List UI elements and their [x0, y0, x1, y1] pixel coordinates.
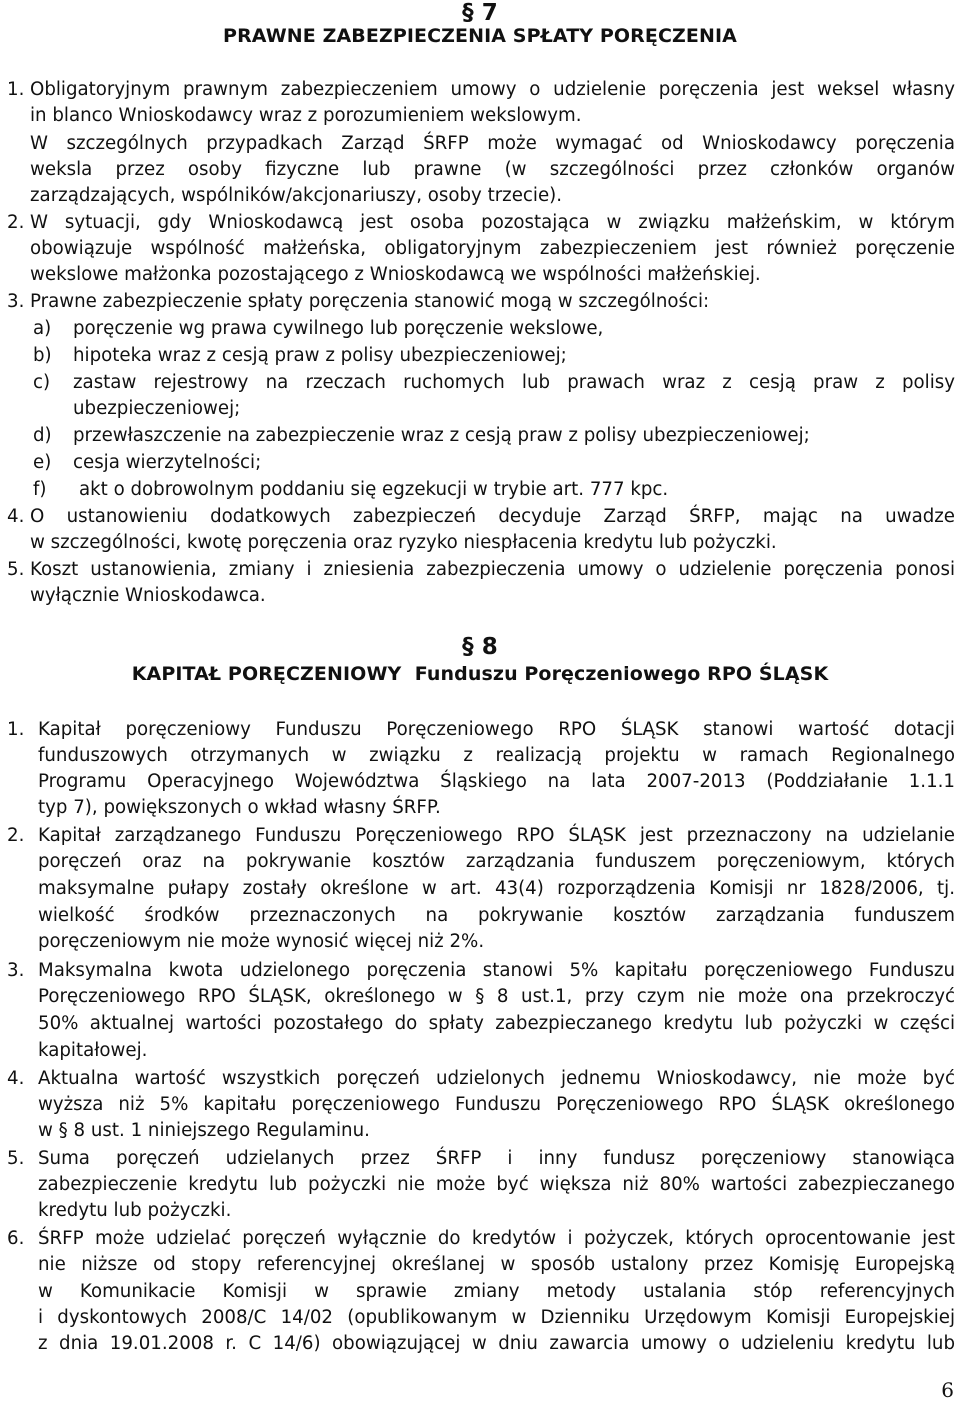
s8-item-number: 5. [7, 1148, 25, 1169]
s7-p3-item-text: przewłaszczenie na zabezpieczenie wraz z cesją praw z polisy ubezpieczeniowej; [73, 425, 810, 446]
s8-item-line: poręczeniowym nie może wynosić więcej niż 2%. [38, 931, 485, 952]
s7-p3-intro: Prawne zabezpieczenie spłaty poręczenia stanowić mogą w szczególności: [30, 291, 710, 312]
s7-p3-number: 3. [7, 291, 25, 312]
s7-p3-item-text: hipoteka wraz z cesją praw z polisy ubezpieczeniowej; [73, 345, 567, 366]
s7-p4-line: O ustanowieniu dodatkowych zabezpieczeń decyduje Zarząd ŚRFP, mając na uwadze [30, 506, 955, 527]
section-8-title: KAPITAŁ PORĘCZENIOWY Funduszu Poręczeniowego RPO ŚLĄSK [131, 663, 829, 685]
s8-item-line: funduszowych otrzymanych w związku z realizacją projektu w ramach Regionalnego [38, 745, 955, 766]
s7-p1-line: Obligatoryjnym prawnym zabezpieczeniem umowy o udzielenie poręczenia jest weksel własny [30, 79, 955, 100]
s8-item-line: Aktualna wartość wszystkich poręczeń udzielonych jednemu Wnioskodawcy, nie może być [38, 1068, 955, 1089]
s7-p2-line: wekslowe małżonka pozostającego z Wnioskodawcą we wspólności małżeńskiej. [30, 264, 761, 285]
s8-item-number: 4. [7, 1068, 25, 1089]
s8-item-number: 1. [7, 719, 25, 740]
s7-p3-item-text-cont: ubezpieczeniowej; [73, 398, 241, 419]
s7-p5-line: wyłącznie Wnioskodawca. [30, 585, 266, 606]
s7-p3-item-letter: a) [33, 318, 52, 339]
s8-item-line: 50% aktualnej wartości pozostałego do spłaty zabezpieczanego kredytu lub pożyczki w części [38, 1013, 955, 1034]
s7-p5-line: Koszt ustanowienia, zmiany i zniesienia zabezpieczenia umowy o udzielenie poręczenia ponosi [30, 559, 955, 580]
s8-item-line: Maksymalna kwota udzielonego poręczenia stanowi 5% kapitału poręczeniowego Funduszu [38, 960, 955, 981]
s8-item-line: Poręczeniowego RPO ŚLĄSK, określonego w § 8 ust.1, przy czym nie może ona przekroczyć [38, 986, 955, 1007]
s7-p3-item-letter: e) [33, 452, 52, 473]
s7-p1-line: in blanco Wnioskodawcy wraz z porozumieniem wekslowym. [30, 105, 582, 126]
page-number: 6 [941, 1378, 954, 1402]
section-7-number: § 7 [462, 0, 498, 26]
s8-item-line: wielkość środków przeznaczonych na pokrywanie kosztów zarządzania funduszem [38, 905, 955, 926]
section-8-number: § 8 [462, 634, 498, 660]
s7-p3-item-text: zastaw rejestrowy na rzeczach ruchomych lub prawach wraz z cesją praw z polisy [73, 372, 955, 393]
s8-item-line: zabezpieczenie kredytu lub pożyczki nie może być większa niż 80% wartości zabezpieczanego [38, 1174, 955, 1195]
s7-p4-line: w szczególności, kwotę poręczenia oraz ryzyko niespłacenia kredytu lub pożyczki. [30, 532, 777, 553]
s8-item-line: kredytu lub pożyczki. [38, 1200, 232, 1221]
s7-p3-item-letter: d) [33, 425, 52, 446]
s7-p3-item-text: cesja wierzytelności; [73, 452, 262, 473]
s7-p4-number: 4. [7, 506, 25, 527]
s7-p1-number: 1. [7, 79, 25, 100]
s7-p1-line: W szczególnych przypadkach Zarząd ŚRFP może wymagać od Wnioskodawcy poręczenia [30, 133, 955, 154]
s8-item-line: nie niższe od stopy referencyjnej określanej w sposób ustalony przez Komisję Europejską [38, 1254, 955, 1275]
s8-item-line: Programu Operacyjnego Województwa Śląskiego na lata 2007-2013 (Poddziałanie 1.1.1 [38, 771, 955, 792]
s8-item-line: Suma poręczeń udzielanych przez ŚRFP i inny fundusz poręczeniowy stanowiąca [38, 1148, 955, 1169]
s7-p2-line: obowiązuje wspólność małżeńska, obligatoryjnym zabezpieczeniem jest również poręczenie [30, 238, 955, 259]
s8-item-line: z dnia 19.01.2008 r. C 14/6) obowiązującej w dniu zawarcia umowy o udzieleniu kredytu lub [38, 1333, 955, 1354]
s8-item-number: 3. [7, 960, 25, 981]
s8-item-line: w Komunikacie Komisji w sprawie zmiany metody ustalania stóp referencyjnych [38, 1281, 955, 1302]
s8-item-number: 2. [7, 825, 25, 846]
s7-p1-line: zarządzających, wspólników/akcjonariuszy, osoby trzecie). [30, 185, 563, 206]
s7-p5-number: 5. [7, 559, 25, 580]
s8-item-line: w § 8 ust. 1 niniejszego Regulaminu. [38, 1120, 370, 1141]
s7-p2-line: W sytuacji, gdy Wnioskodawcą jest osoba pozostająca w związku małżeńskim, w którym [30, 212, 955, 233]
s7-p3-item-text: poręczenie wg prawa cywilnego lub poręczenie wekslowe, [73, 318, 604, 339]
s8-item-line: poręczeń oraz na pokrywanie kosztów zarządzania funduszem poręczeniowym, których [38, 851, 955, 872]
s8-item-line: Kapitał zarządzanego Funduszu Poręczeniowego RPO ŚLĄSK jest przeznaczony na udzielanie [38, 825, 955, 846]
s8-item-line: i dyskontowych 2008/C 14/02 (opublikowanym w Dzienniku Urzędowym Komisji Europejskiej [38, 1307, 955, 1328]
s7-p3-item-letter: f) [33, 479, 47, 500]
s7-p1-line: weksla przez osoby fizyczne lub prawne (w szczególności przez członków organów [30, 159, 955, 180]
s8-item-line: kapitałowej. [38, 1040, 148, 1061]
s7-p3-item-text: akt o dobrowolnym poddaniu się egzekucji w trybie art. 777 kpc. [79, 479, 669, 500]
s7-p3-item-letter: c) [33, 372, 51, 393]
s8-item-number: 6. [7, 1228, 25, 1249]
section-7-title: PRAWNE ZABEZPIECZENIA SPŁATY PORĘCZENIA [223, 25, 737, 47]
s8-item-line: ŚRFP może udzielać poręczeń wyłącznie do kredytów i pożyczek, których oprocentowanie jest [38, 1228, 955, 1249]
s8-item-line: maksymalne pułapy zostały określone w art. 43(4) rozporządzenia Komisji nr 1828/2006, tj. [38, 878, 955, 899]
s7-p2-number: 2. [7, 212, 25, 233]
s8-item-line: Kapitał poręczeniowy Funduszu Poręczeniowego RPO ŚLĄSK stanowi wartość dotacji [38, 719, 955, 740]
s8-item-line: wyższa niż 5% kapitału poręczeniowego Funduszu Poręczeniowego RPO ŚLĄSK określonego [38, 1094, 955, 1115]
s8-item-line: typ 7), powiększonych o wkład własny ŚRFP. [38, 797, 441, 818]
s7-p3-item-letter: b) [33, 345, 52, 366]
